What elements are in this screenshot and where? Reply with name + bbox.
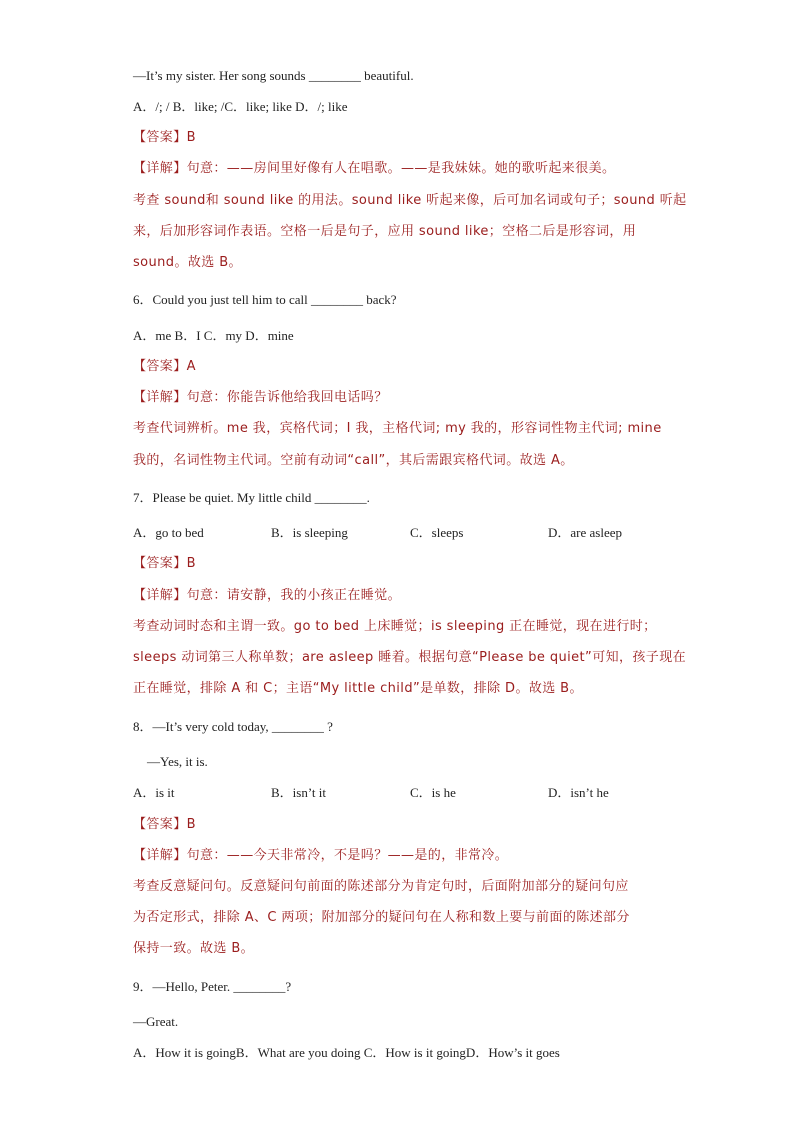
q8-reply: —Yes, it is. (147, 754, 208, 769)
q7-option-a: A．go to bed (133, 525, 204, 540)
q6-detail-line-2: 考查代词辨析。me 我，宾格代词；I 我，主格代词; my 我的，形容词性物主代词; mine (133, 421, 662, 436)
q5-detail-line-4: sound。故选 B。 (133, 255, 242, 270)
q7-detail-line-1: 【详解】句意：请安静，我的小孩正在睡觉。 (133, 588, 402, 603)
q8-option-d: D．isn’t he (548, 785, 609, 800)
q8-stem: 8．—It’s very cold today, ________ ? (133, 719, 333, 734)
q8-option-a: A．is it (133, 785, 175, 800)
q6-answer: 【答案】A (133, 359, 196, 374)
q8-detail-line-4: 保持一致。故选 B。 (133, 941, 255, 956)
q8-option-c: C．is he (410, 785, 456, 800)
q8-detail-line-1: 【详解】句意：——今天非常冷，不是吗？——是的，非常冷。 (133, 848, 509, 863)
q7-detail-line-3: sleeps 动词第三人称单数；are asleep 睡着。根据句意“Please be quiet”可知，孩子现在 (133, 650, 686, 665)
q5-stem: —It’s my sister. Her song sounds ________ beautiful. (133, 68, 414, 83)
q8-detail-line-3: 为否定形式，排除 A、C 两项；附加部分的疑问句在人称和数上要与前面的陈述部分 (133, 910, 630, 925)
q7-option-b: B．is sleeping (271, 525, 348, 540)
q5-detail-line-2: 考查 sound和 sound like 的用法。sound like 听起来像，后可加名词或句子；sound 听起 (133, 193, 687, 208)
q7-detail-line-4: 正在睡觉，排除 A 和 C；主语“My little child”是单数，排除 D。故选 B。 (133, 681, 583, 696)
q9-stem: 9．—Hello, Peter. ________? (133, 979, 292, 994)
q8-detail-line-2: 考查反意疑问句。反意疑问句前面的陈述部分为肯定句时，后面附加部分的疑问句应 (133, 879, 629, 894)
q7-answer: 【答案】B (133, 556, 196, 571)
q7-stem: 7．Please be quiet. My little child ________. (133, 490, 370, 505)
q8-answer: 【答案】B (133, 817, 196, 832)
q6-detail-line-1: 【详解】句意：你能告诉他给我回电话吗？ (133, 390, 388, 405)
q6-stem: 6．Could you just tell him to call ________ back? (133, 292, 397, 307)
q7-options (133, 524, 693, 542)
q7-detail-line-2: 考查动词时态和主谓一致。go to bed 上床睡觉；is sleeping 正在睡觉，现在进行时； (133, 619, 657, 634)
q8-options (133, 784, 693, 802)
q9-reply: —Great. (133, 1014, 179, 1029)
q9-options: A．How it is goingB．What are you doing C．How is it goingD．How’s it goes (133, 1045, 560, 1060)
q5-options: A．/; / B．like; /C．like; like D．/; like (133, 99, 348, 114)
q6-detail-line-3: 我的，名词性物主代词。空前有动词“call”，其后需跟宾格代词。故选 A。 (133, 453, 574, 468)
q7-option-c: C．sleeps (410, 525, 464, 540)
q5-answer: 【答案】B (133, 130, 196, 145)
q7-option-d: D．are asleep (548, 525, 622, 540)
q8-option-b: B．isn’t it (271, 785, 327, 800)
q5-detail-line-3: 来，后加形容词作表语。空格一后是句子，应用 sound like；空格二后是形容词，用 (133, 224, 637, 239)
q5-detail-line-1: 【详解】句意：——房间里好像有人在唱歌。——是我妹妹。她的歌听起来很美。 (133, 161, 616, 176)
q6-options: A．me B．I C．my D．mine (133, 328, 294, 343)
